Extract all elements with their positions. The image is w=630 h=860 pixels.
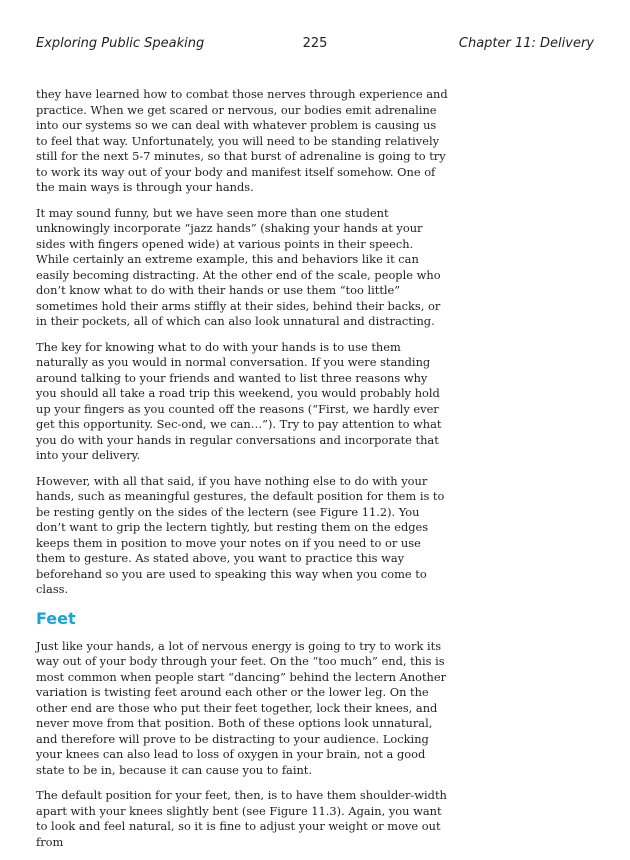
paragraph-feet-default: The default position for your feet, then, is to have them shoulder-width apart with your knees slightly bent (see Figure 11.3). Again, you want to look and feel natural, so it is fine to adjust your weight or move out from [36, 788, 447, 849]
paragraph-lectern-position: However, with all that said, if you have nothing else to do with your hands, such as meaningful gestures, the default position for them is to be resting gently on the sides of the lectern (see Figure 11.2). You don’t want to grip the lectern tightly, but resting them on the edges keeps them in position to move your notes on if you need to or use them to gesture. As stated above, you want to practice this way beforehand so you are used to speaking this way when you come to class. [36, 473, 445, 596]
body-text [36, 87, 448, 860]
chapter-title: Chapter 11: Delivery [458, 36, 594, 51]
paragraph-hands-adrenaline: they have learned how to combat those nerves through experience and practice. When we get scared or nervous, our bodies emit adrenaline into our systems so we can deal with whatever problem is causing us to feel that way. Unfortunately, you will need to be standing relatively still for the next 5-7 minutes, so that burst of adrenaline is going to try to work its way out of your body and manifest itself somehow. One of the main ways is through your hands. [36, 87, 448, 194]
section-heading-feet: Feet [36, 608, 76, 628]
paragraph-feet-energy: Just like your hands, a lot of nervous energy is going to try to work its way out of your body through your feet. On the “too much” end, this is most common when people start “dancing” behind the lectern Another variation is twisting feet around each other or the lower leg. On the other end are those who put their feet together, lock their knees, and never move from that position. Both of these options look unnatural, and therefore will prove to be distracting to your audience. Locking your knees can also lead to loss of oxygen in your brain, not a good state to be in, because it can cause you to faint. [36, 638, 447, 777]
paragraph-jazz-hands: It may sound funny, but we have seen more than one student unknowingly incorporate “jazz hands” (shaking your hands at your sides with fingers opened wide) at various points in their speech. While certainly an extreme example, this and behaviors like it can easily becoming distracting. At the other end of the scale, people who don’t know what to do with their hands or use them “too little” sometimes hold their arms stiffly at their sides, behind their backs, or in their pockets, all of which can also look unnatural and distracting. [36, 205, 441, 328]
paragraph-natural-hands: The key for knowing what to do with your hands is to use them naturally as you would in normal conversation. If you were standing around talking to your friends and wanted to list three reasons why you should all take a road trip this weekend, you would probably hold up your fingers as you counted off the reasons (“First, we hardly ever get this opportunity. Sec-ond, we can…”). Try to pay attention to what you do with your hands in regular conversations and incorporate that into your delivery. [36, 339, 442, 462]
page-number: 225 [302, 36, 328, 51]
book-title: Exploring Public Speaking [36, 36, 205, 51]
running-header [36, 36, 594, 54]
